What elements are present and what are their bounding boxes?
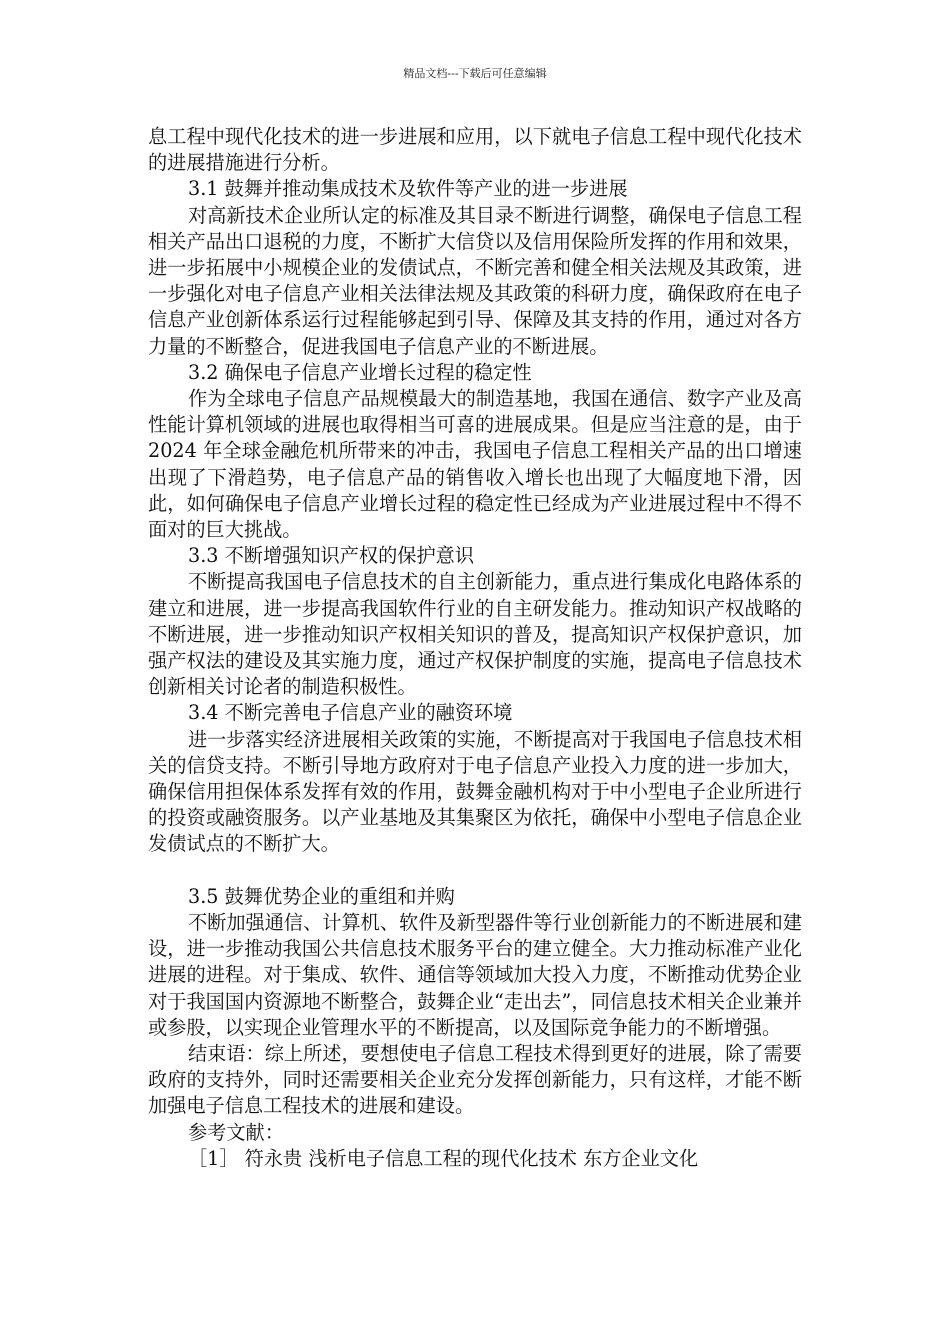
section-heading-3-1: 3.1 鼓舞并推动集成技术及软件等产业的进一步进展 (188, 177, 628, 201)
section-heading-3-4: 3.4 不断完善电子信息产业的融资环境 (188, 701, 513, 725)
paragraph-conclusion: 结束语：综上所述，要想使电子信息工程技术得到更好的进展，除了需要政府的支持外，同时还需要相关企业充分发挥创新能力，只有这样，才能不断加强电子信息工程技术的进展和建设。 (148, 1041, 802, 1118)
references-title: 参考文献： (188, 1120, 284, 1144)
paragraph-3-2: 作为全球电子信息产品规模最大的制造基地，我国在通信、数字产业及高性能计算机领域的进展也取得相当可喜的进展成果。但是应当注意的是，由于 2024 年全球金融危机所带来的冲击，我国电子信息工程相关产品的出口增速出现了下滑趋势，电子信息产品的销售收入增长也出现了大幅度地下滑，因此，如何确保电子信息产业增长过程的稳定性已经成为产业进展过程中不得不面对的巨大挑战。 (148, 387, 802, 542)
section-heading-3-2: 3.2 确保电子信息产业增长过程的稳定性 (188, 360, 532, 384)
paragraph-3-1: 对高新技术企业所认定的标准及其目录不断进行调整，确保电子信息工程相关产品出口退税的力度，不断扩大信贷以及信用保险所发挥的作用和效果，进一步拓展中小规模企业的发债试点，不断完善和健全相关法规及其政策，进一步强化对电子信息产业相关法律法规及其政策的科研力度，确保政府在电子信息产业创新体系运行过程能够起到引导、保障及其支持的作用，通过对各方力量的不断整合，促进我国电子信息产业的不断进展。 (148, 203, 802, 358)
paragraph-3-3: 不断提高我国电子信息技术的自主创新能力，重点进行集成化电路体系的建立和进展，进一步提高我国软件行业的自主研发能力。推动知识产权战略的不断进展，进一步推动知识产权相关知识的普及，提高知识产权保护意识，加强产权法的建设及其实施力度，通过产权保护制度的实施，提高电子信息技术创新相关讨论者的制造积极性。 (148, 570, 802, 699)
paragraph-3-5: 不断加强通信、计算机、软件及新型器件等行业创新能力的不断进展和建设，进一步推动我国公共信息技术服务平台的建立健全。大力推动标准产业化进展的进程。对于集成、软件、通信等领域加大投入力度，不断推动优势企业对于我国国内资源地不断整合，鼓舞企业“走出去”，同信息技术相关企业兼并或参股，以实现企业管理水平的不断提高，以及国际竞争能力的不断增强。 (148, 910, 802, 1039)
section-heading-3-5: 3.5 鼓舞优势企业的重组和并购 (188, 884, 455, 908)
page-header: 精品文档---下载后可任意编辑 (403, 67, 547, 80)
reference-item-1: ［1］ 符永贵 浅析电子信息工程的现代化技术 东方企业文化 (188, 1146, 699, 1170)
paragraph-3-4: 进一步落实经济进展相关政策的实施，不断提高对于我国电子信息技术相关的信贷支持。不断引导地方政府对于电子信息产业投入力度的进一步加大，确保信用担保体系发挥有效的作用，鼓舞金融机构对于中小型电子企业所进行的投资或融资服务。以产业基地及其集聚区为依托，确保中小型电子信息企业发债试点的不断扩大。 (148, 727, 802, 856)
paragraph-intro: 息工程中现代化技术的进一步进展和应用，以下就电子信息工程中现代化技术的进展措施进行分析。 (148, 125, 802, 175)
section-heading-3-3: 3.3 不断增强知识产权的保护意识 (188, 544, 475, 568)
document-body (148, 124, 802, 1172)
